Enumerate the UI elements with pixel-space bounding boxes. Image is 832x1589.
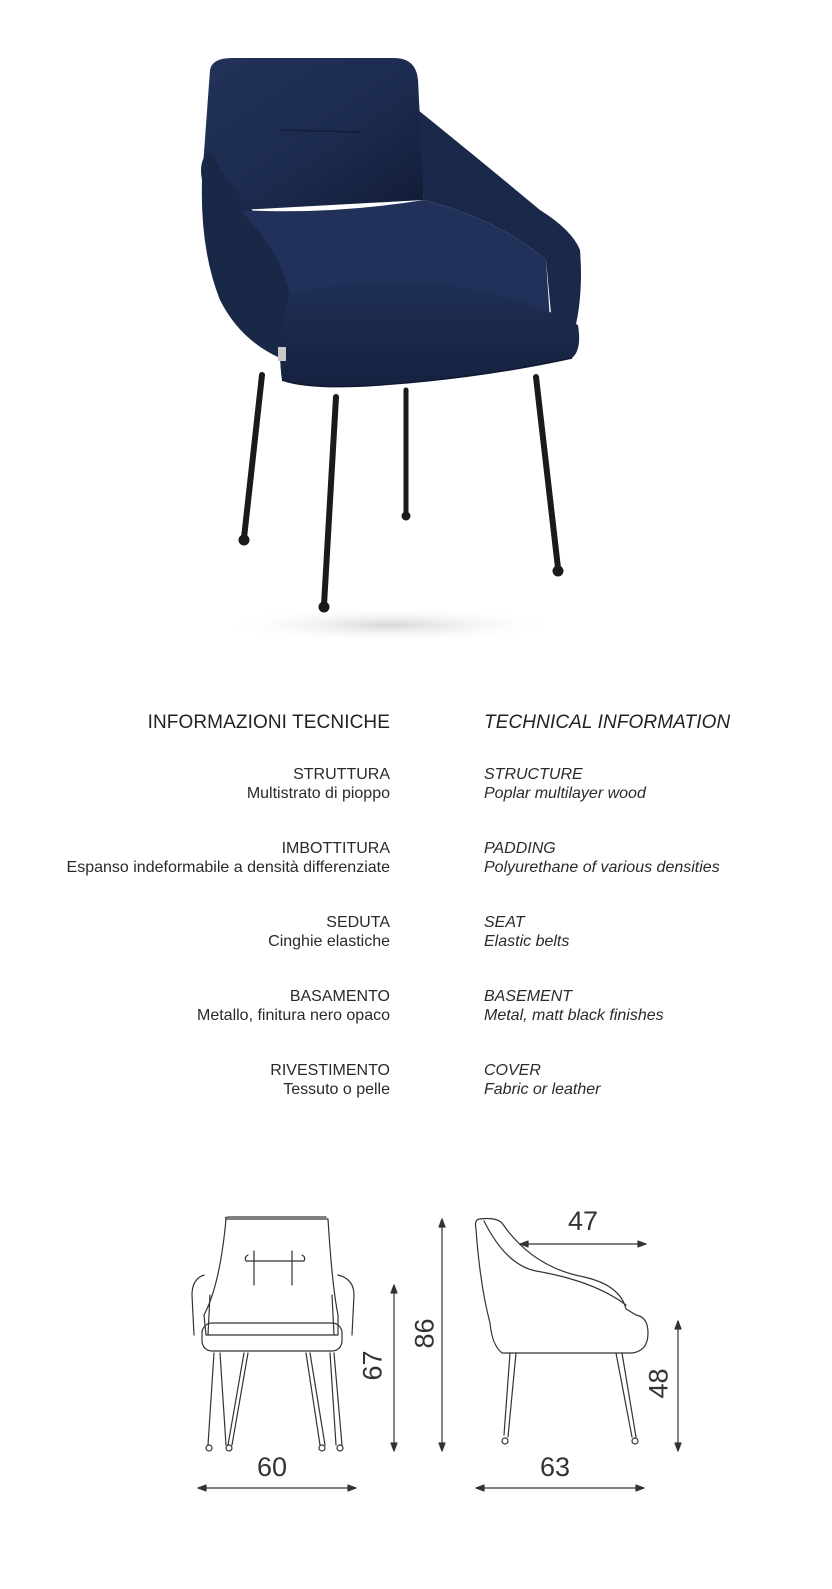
spec-label: STRUTTURA xyxy=(293,766,390,783)
spec-label: SEDUTA xyxy=(326,914,390,931)
brand-tag xyxy=(278,347,286,361)
spec-label: BASAMENTO xyxy=(289,988,390,1005)
dim-seat-height-line xyxy=(391,1285,397,1451)
spec-value: Polyurethane of various densities xyxy=(484,859,720,876)
it-spec-padding xyxy=(0,839,390,913)
dim-seat-depth-line xyxy=(520,1241,646,1247)
spec-value: Cinghie elastiche xyxy=(268,933,390,950)
spec-label: COVER xyxy=(484,1062,541,1079)
dim-seat-depth: 47 xyxy=(568,1206,599,1236)
chair-backrest xyxy=(202,58,424,210)
spec-value: Tessuto o pelle xyxy=(283,1081,390,1098)
it-spec-cover xyxy=(0,1061,390,1135)
en-spec-cover xyxy=(484,1061,824,1135)
spec-value: Fabric or leather xyxy=(484,1081,601,1098)
spec-value: Metallo, finitura nero opaco xyxy=(197,1007,390,1024)
spec-label: SEAT xyxy=(484,914,525,931)
en-spec-padding xyxy=(484,839,824,913)
chair-legs xyxy=(239,375,563,612)
spec-label: RIVESTIMENTO xyxy=(270,1062,390,1079)
en-spec-structure xyxy=(484,765,824,839)
dim-arm-height-line xyxy=(675,1321,681,1451)
dim-total-height: 86 xyxy=(409,1318,440,1349)
spec-label: PADDING xyxy=(484,840,556,857)
dim-seat-height-front: 67 xyxy=(357,1350,388,1381)
spec-value: Elastic belts xyxy=(484,933,570,950)
spec-value: Espanso indeformabile a densità differenziate xyxy=(66,859,390,876)
it-spec-base xyxy=(0,987,390,1061)
dim-front-width-line xyxy=(198,1485,356,1491)
it-heading: INFORMAZIONI TECNICHE xyxy=(147,712,390,733)
side-view-drawing xyxy=(476,1219,649,1445)
en-spec-list xyxy=(484,765,824,1135)
dim-side-depth: 63 xyxy=(540,1452,571,1482)
dim-side-depth-line xyxy=(476,1485,644,1491)
spec-value: Multistrato di pioppo xyxy=(246,785,390,802)
it-spec-list xyxy=(0,765,390,1135)
spec-label: IMBOTTITURA xyxy=(281,840,390,857)
front-view-drawing xyxy=(192,1217,354,1451)
dim-front-width: 60 xyxy=(257,1452,288,1482)
en-spec-seat xyxy=(484,913,824,987)
spec-label: BASEMENT xyxy=(484,988,573,1005)
en-heading: TECHNICAL INFORMATION xyxy=(484,712,731,733)
it-spec-seat xyxy=(0,913,390,987)
dim-arm-height: 48 xyxy=(643,1368,674,1399)
en-spec-base xyxy=(484,987,824,1061)
spec-value: Poplar multilayer wood xyxy=(484,785,646,802)
spec-label: STRUCTURE xyxy=(484,766,583,783)
it-spec-structure xyxy=(0,765,390,839)
product-photo xyxy=(180,40,600,660)
spec-value: Metal, matt black finishes xyxy=(484,1007,664,1024)
